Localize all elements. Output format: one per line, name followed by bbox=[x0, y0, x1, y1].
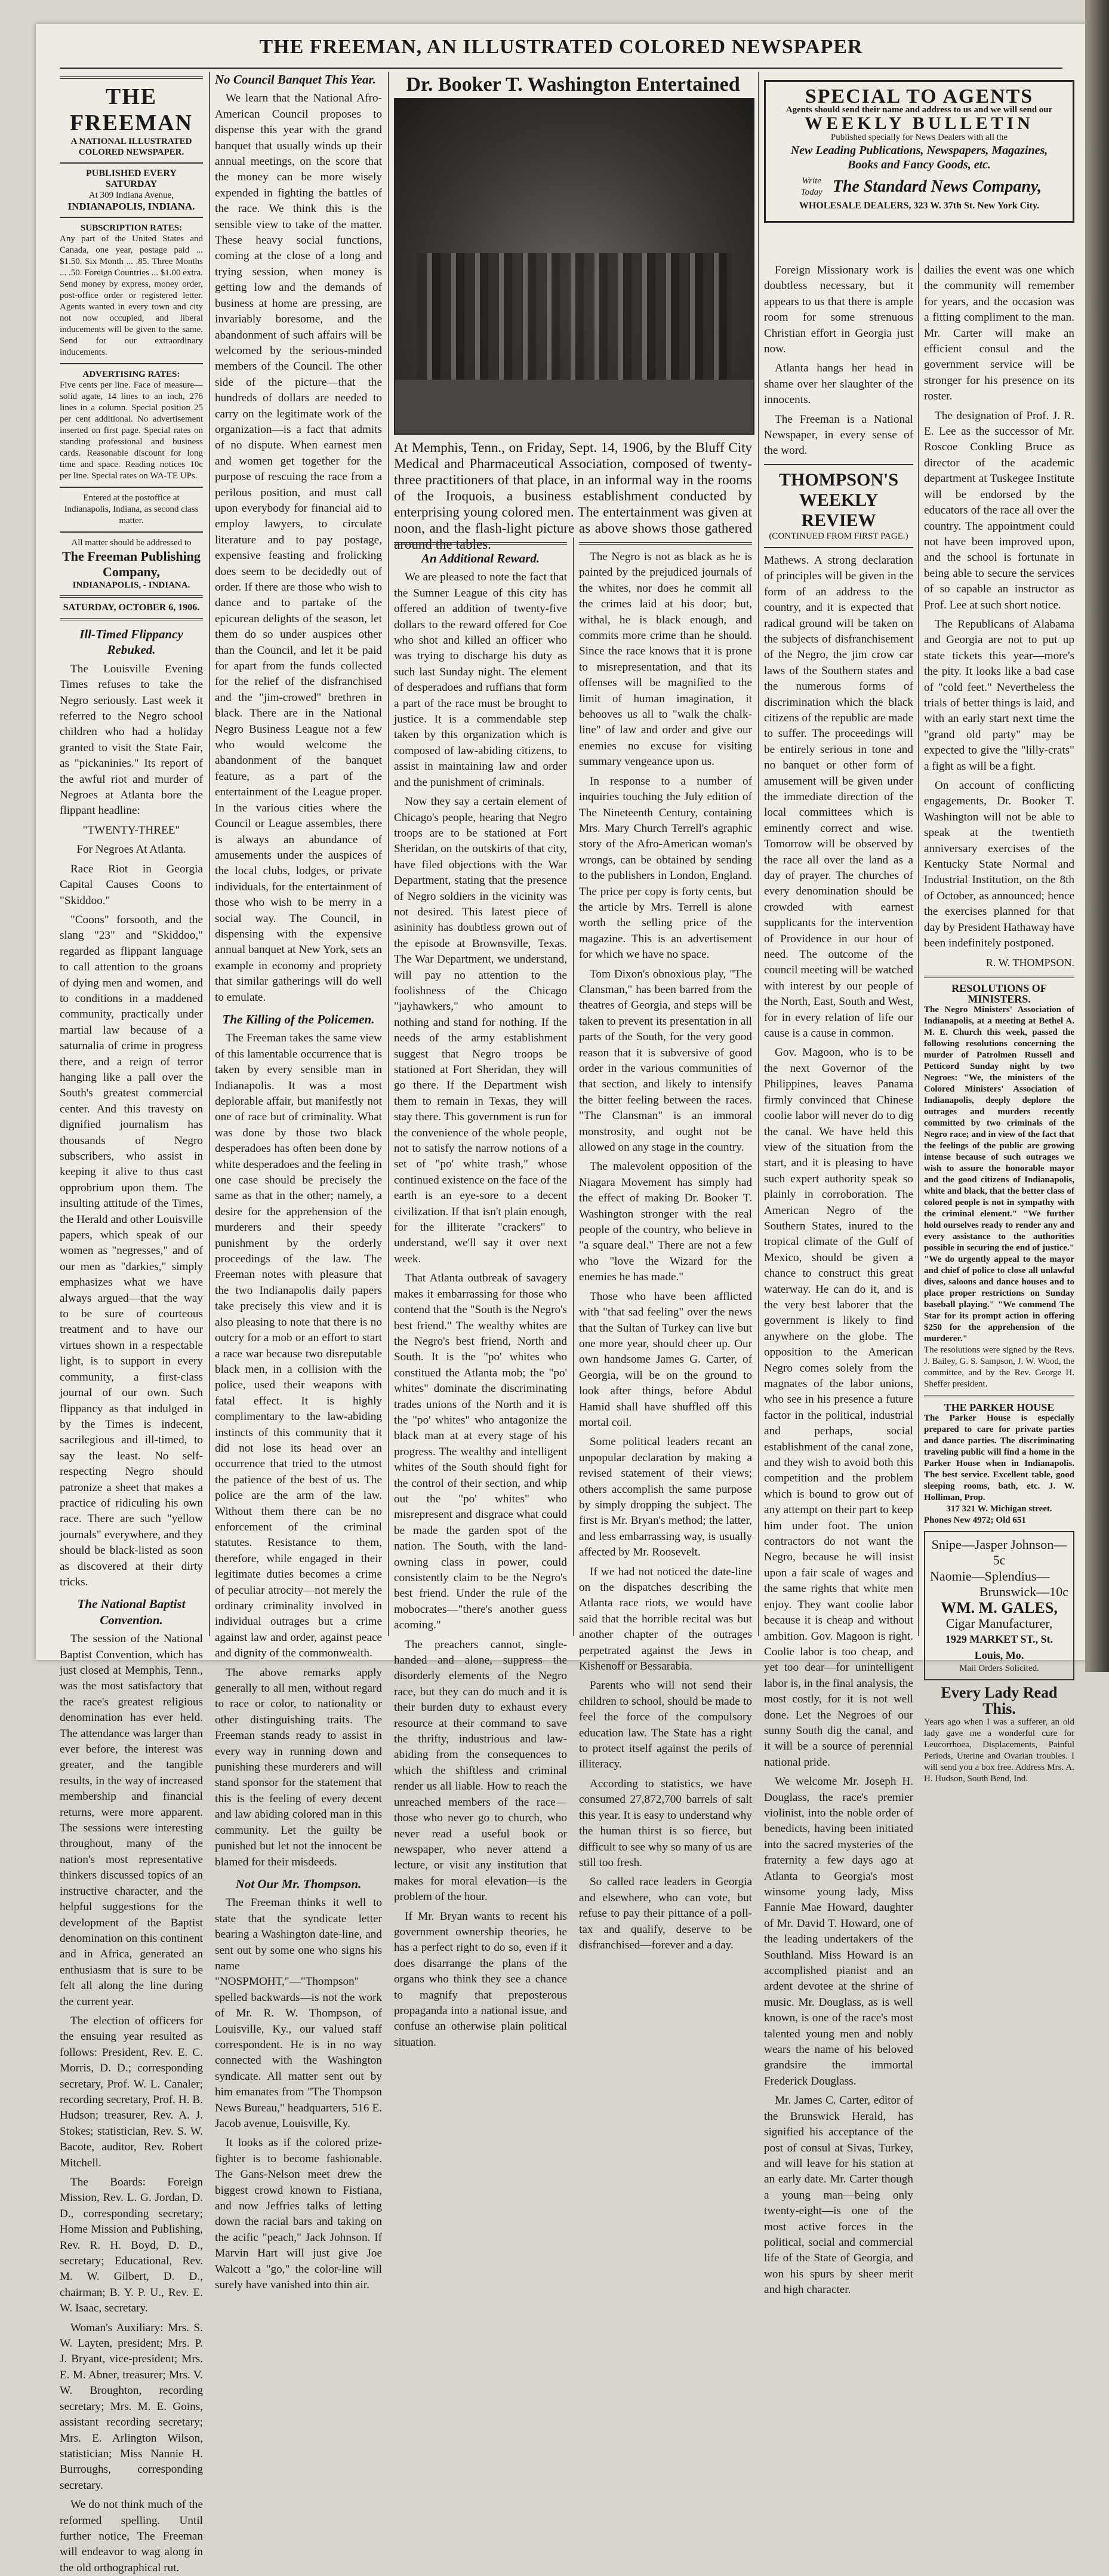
ad-line: New Leading Publications, Newspapers, Magazines, Books and Fancy Goods, etc. bbox=[790, 143, 1048, 171]
article-paragraph: The Boards: Foreign Mission, Rev. L. G. Jordan, D. D., corresponding secretary; Home Mission and Publishing, Rev. R. H. Boyd, D. D., secretary; Educational, Rev. M. W. Gilbert, D. D., chairman; B. Y. P. U., Rev. E. W. Isaac, secretary. bbox=[60, 2176, 203, 2315]
ad-line: Agents should send their name and address to us and we will send our bbox=[785, 105, 1053, 115]
article-paragraph: Some political leaders recant an unpopular declaration by making a revised statement of their views; others accomplish the same purpose by simply dropping the subject. The first is Mr. Bryan's method; the latter, and less embarrassing way, is usually affected by Mr. Roosevelt. bbox=[579, 1435, 752, 1559]
resolutions-signers: The resolutions were signed by the Revs. J. Bailey, G. S. Sampson, J. W. Wood, the committee, and by the Rev. George H. Sheffer president. bbox=[924, 1345, 1074, 1389]
ad-bulletin: WEEKLY BULLETIN bbox=[805, 113, 1034, 134]
resolutions-title: RESOLUTIONS OF MINISTERS. bbox=[951, 982, 1047, 1005]
divider bbox=[60, 76, 203, 79]
column-3 bbox=[394, 537, 567, 2049]
quoted-headline: "TWENTY-THREE" bbox=[82, 823, 180, 837]
subscription-heading: SUBSCRIPTION RATES: bbox=[80, 223, 183, 233]
column-rule bbox=[209, 72, 210, 1636]
ad-line: Naomie—Splendius— bbox=[930, 1568, 1050, 1584]
article-paragraph: We are pleased to note the fact that the Sumner League of this city has offered an addition of twenty-five dollars to the reward offered for Coe who shot and killed an officer who was trying to discharge his duty as such last Sunday night. The element of desperadoes and ruffians that form a part of the race must be brought to justice. It is a commendable step taken by this organization which is composed of law-abiding citizens, to assist in maintaining law and order and the punishment of criminals. bbox=[394, 571, 567, 789]
article-paragraph: The session of the National Baptist Convention, which has just closed at Memphis, Tenn., was the most satisfactory that the race's greatest religious denomination has ever held. The attendance was larger than ever before, the interest was greater, and the tangible results, in the way of increased membership and financial returns, were more apparent. The sessions were interesting throughout, many of the nation's most representative thinkers discussed topics of an instructive character, and the helpful suggestions for the development of the Baptist denomination on this continent and in Africa, generated an enthusiasm that is sure to be felt all along the line during the current year. bbox=[60, 1633, 203, 2008]
subscription-text: Any part of the United States and Canada, one year, postage paid ... $1.50. Six Month ... .85. Three Months ... .50. Foreign Countries ... $1.00 extra. Send money by express, money order, post-office order or registered letter. Agents wanted in every town and city not now occupied, and liberal inducements will be given to the same. Send for our extraordinary inducements. bbox=[60, 234, 203, 357]
entered-notice: Entered at the postoffice at Indianapolis, Indiana, as second class matter. bbox=[64, 493, 199, 525]
article-paragraph: The Freeman takes the same view of this lamentable occurrence that is taken by every sensible man in Indianapolis. It was a most deplorable affair, but manifestly not one of race but of criminality. What was done by those two black desperadoes has often been done by white desperadoes and the feeling in one case should be precisely the same as that in the other; namely, a desire for the apprehension of the murderers and their speedy punishment by the orderly proceedings of the law. The Freeman notes with pleasure that the two Indianapolis daily papers take precisely this view and it is also pleasing to note that there is no outcry for a mob or an effort to start a race war because two disreputable black men, in a collision with the police, used their weapons with fatal effect. It is highly complimentary to the law-abiding instincts of this community that it did not lose its head over an occurrence that tried to the utmost the patience of the best of us. The police are the arm of the law. Without them there can be no enforcement of the criminal statutes. Resistance to them, therefore, while engaged in their legitimate duties becomes a crime of peculiar atrocity—not merely the ordinary criminality involved in individual outrages but a crime against law and order, against peace and dignity of the commonwealth. bbox=[215, 1032, 382, 1660]
article-heading: The Killing of the Policemen. bbox=[222, 1012, 375, 1026]
issue-date: SATURDAY, OCTOBER 6, 1906. bbox=[63, 602, 200, 613]
article-paragraph: dailies the event was one which the community will remember for years, and the occasion was a fitting compliment to the man. Mr. Carter will make an efficient consul and the government service will be stronger for his presence on its roster. bbox=[924, 264, 1074, 403]
column-6 bbox=[924, 263, 1074, 1784]
review-continued: (CONTINUED FROM FIRST PAGE.) bbox=[769, 531, 908, 541]
divider bbox=[924, 976, 1074, 978]
article-paragraph: "Coons" forsooth, and the slang "23" and "Skiddoo," regarded as flippant language to call attention to the groans of dying men and women, and to conditions in a maddened community, practically under martial law because of a saturnalia of crime in progress there, and a reign of terror hanging like a pall over the South's greatest commercial center. And this travesty on dignified journalism has thousands of Negro subscribers, who assist in keeping it alive to thus cast opprobrium upon them. The insulting attitude of the Times, the Herald and other Louisville papers, which speak of our women as "negresses," and of our men as "darkies," simply emphasizes what we have always argued—that the way to be sure of courteous treatment and to have our virtues shown in a respectable light, is to support in every community, a first-class journal of our own. Such flippancy as that indulged in by the Times is indecent, sacrilegious and ill-timed, to say the least. No self-respecting Negro should patronize a sheet that makes a practice of ridiculing his own race. There are such "yellow journals" everywhere, and they should be black-listed as soon as discovered at their dirty tricks. bbox=[60, 913, 203, 1588]
article-paragraph: If we had not noticed the date-line on the dispatches describing the Atlanta race riots, we would have said that the horrible recital was but another chapter of the outrages perpetrated against the Jews in Kishenoff or Bessarabia. bbox=[579, 1565, 752, 1673]
ad-company: The Standard News Company, bbox=[832, 177, 1042, 196]
advertising-text: Five cents per line. Face of measure—solid agate, 14 lines to an inch, 276 lines in a column. Special position 25 per cent additional. No advertisement inserted on first page. Special rates on standing professional and business cards. Reasonable discount for long time and space. Reading notices 10c per line. Special rates on WA-TE UPs. bbox=[60, 380, 203, 481]
masthead: THE FREEMAN, AN ILLUSTRATED COLORED NEWSPAPER bbox=[259, 36, 863, 58]
column-rule bbox=[758, 72, 759, 1636]
parker-house-address: 317 321 W. Michigan street. bbox=[946, 1504, 1052, 1514]
column-rule bbox=[918, 263, 919, 1636]
ad-title: SPECIAL TO AGENTS bbox=[805, 85, 1034, 107]
every-lady-title: Every Lady Read This. bbox=[941, 1684, 1058, 1717]
divider bbox=[394, 542, 567, 545]
article-paragraph: Gov. Magoon, who is to be the next Governor of the Philippines, leaves Panama firmly convinced that Chinese coolie labor will never do to dig the canal. We have held this view of the situation from the start, and it is pleasing to have such expert authority speak so plainly in corroboration. The American Negro of the Southern States, inured to the tropical climate of the Gulf of Mexico, should be given a chance to construct this great waterway. He can do it, and is the very best laborer that the government is likely to find anywhere on the globe. The opposition to the American Negro comes solely from the magnates of the labor unions, who see in his presence a future factor in the political, industrial and perhaps, social establishment of the canal zone, and they wish to avoid both this competition and the problem which is bound to grow out of any attempt on their part to keep him under foot. The union contractors do not want the Negro, because he will insist upon a fair scale of wages and the same rights that white men enjoy. They want coolie labor because it is cheap and without ambition. Gov. Magoon is right. Coolie labor is too cheap, and yet too dear—for unintelligent labor is, in the final analysis, the most costly, for it is not well done. Let the Negroes of our sunny South dig the canal, and it will be a source of perennial national pride. bbox=[764, 1046, 913, 1769]
parker-house-phone: Phones New 4972; Old 651 bbox=[924, 1515, 1026, 1525]
article-paragraph: It looks as if the colored prize-fighter is to become fashionable. The Gans-Nelson meet drew the biggest crowd known to Fistiana, and now Jeffries talks of letting down the racial bars and taking on the acific "peach," Jack Johnson. If Marvin Hart will just give Joe Walcott a "go," the color-line will surely have vanished into thin air. bbox=[215, 2137, 382, 2292]
cigar-ad bbox=[924, 1531, 1074, 1680]
article-paragraph: That Atlanta outbreak of savagery makes it embarrassing for those who contend that the "South is the Negro's best friend." The wealthy whites are the Negro's best friend, North and South. It is the "po' whites who constitued the Atlanta mob; the "po' whites" dominate the discriminating trades unions of the North and it is the "po' whites" who antagonize the black man at at every stage of his progress. The wealthy and intelligent whites of the South should fight for the control of their section, and whip out the "po' whites" who misrepresent and disgrace what could be made the garden spot of the nation. The South, with the land-owning class in power, could consistently claim to be the Negro's best friend. Under the rule of the mobocrates—"there's another guess acoming." bbox=[394, 1272, 567, 1632]
article-paragraph: According to statistics, we have consumed 27,872,700 barrels of salt this year. It is easy to understand why the human thirst is so fierce, but difficult to see why so many of us are still too fresh. bbox=[579, 1777, 752, 1869]
ad-address: WHOLESALE DEALERS, 323 W. 37th St. New York City. bbox=[799, 200, 1040, 211]
divider bbox=[579, 542, 752, 545]
divider bbox=[60, 618, 203, 620]
photo-caption: At Memphis, Tenn., on Friday, Sept. 14, 1906, by the Bluff City Medical and Pharmaceutical Association, composed of twenty-three practitioners of that place, in an informal way in the rooms of the Iroquois, a business establishment conducted by enterprising young colored men. The entertainment was given at noon, and the flash-light picture as above shows those gathered around the tables. bbox=[394, 440, 752, 552]
signature: R. W. THOMPSON. bbox=[985, 957, 1074, 969]
column-rule bbox=[573, 537, 574, 1636]
article-heading: The National Baptist Convention. bbox=[77, 1597, 186, 1627]
article-paragraph: Foreign Missionary work is doubtless necessary, but it appears to us that there is ample room for some strenuous Christian effort in Georgia just now. bbox=[764, 264, 913, 356]
article-paragraph: The Freeman thinks it well to state that the syndicate letter bearing a Washington date-line, and sent out by some one who signs his name "NOSPMOHT,"—"Thompson" spelled backwards—is not the work of Mr. R. W. Thompson, of Louisville, Ky., our valued staff correspondent. He is in no way connected with the Washington syndicate. All matter sent out by him emanates from "The Thompson News Bureau," headquarters, 516 E. Jacob avenue, Louisville, Ky. bbox=[215, 1896, 382, 2130]
article-paragraph: Now they say a certain element of Chicago's people, hearing that Negro troops are to be stationed at Fort Sheridan, on the outskirts of that city, have filed objections with the War Department, stating that the presence of Negro soldiers in the vicinity was not desired. This latest piece of asininity has doubtless grown out of the episode at Brownsville, Texas. The War Department, we understand, will pay no attention to the foolishness of the Chicago "jayhawkers," who amount to nothing and stand for nothing. If the needs of the army establishment suggest that Negro troops be stationed at Fort Sheridan, they will go there. If the Department wish them to remain in Texas, they will stay there. This government is run for the convenience of the whole people, not to satisfy the narrow notions of a set of "po' white trash," whose continued existence on the face of the earth is an eye-sore to a decent civilization. If that isn't plain enough, for the illiterate "crackers" to understand, we'll say it over next week. bbox=[394, 795, 567, 1265]
masthead-rule bbox=[60, 67, 1062, 69]
article-paragraph: We welcome Mr. Joseph H. Douglass, the race's premier violinist, into the noble order of benedicts, having been initiated into the sacred mysteries of the fraternity a few days ago at Atlanta to Georgia's most winsome young lady, Miss Fannie Mae Howard, daughter of Mr. David T. Howard, one of the leading undertakers of the Southland. Miss Howard is an accomplished pianist and an ardent devotee at the shrine of music. Mr. Douglass, as is well known, is one of the race's most talented young men and nobly wears the name of his beloved grandsire the immortal Frederick Douglass. bbox=[764, 1775, 913, 2088]
article-paragraph: Mathews. A strong declaration of principles will be given in the form of an address to the country, and it is expected that radical ground will be taken on the subjects of disfranchisement of the Negro, the jim crow car laws of the Southern states and the numerous forms of discrimination which the black citizens of the republic are made to suffer. The proceedings will be entirely serious in tone and no banquet or other form of amusement will be given under the immediate direction of the local committees which is eminently correct and wise. Tomorrow will be observed by the race all over the land as a day of prayer. The churches of every denomination should be crowded with earnest supplicants for the intervention of Providence in our hour of need. The outcome of the council meeting will be watched with interest by our people of the North, East, South and West, for in every relation of life our cause is a cause in common. bbox=[764, 554, 913, 1040]
special-agents-ad bbox=[764, 80, 1074, 223]
article-paragraph: We do not think much of the reformed spelling. Until further notice, The Freeman will endeavor to wag along in the old orthographical rut. bbox=[60, 2498, 203, 2574]
column-1 bbox=[60, 72, 203, 2574]
feature-photo-block bbox=[394, 72, 752, 552]
ad-write-today: Write Today bbox=[800, 176, 822, 197]
divider bbox=[60, 487, 203, 488]
ad-line: Mail Orders Solicited. bbox=[959, 1664, 1039, 1674]
article-paragraph: Atlanta hangs her head in shame over her slaughter of the innocents. bbox=[764, 362, 913, 407]
ad-line: Cigar Manufacturer, bbox=[945, 1615, 1053, 1631]
paper-subtitle: A NATIONAL ILLUSTRATED bbox=[70, 137, 192, 146]
company-name: The Freeman Publishing Company, bbox=[62, 549, 201, 579]
article-paragraph: Mr. James C. Carter, editor of the Brunswick Herald, has signified his acceptance of the post of consul at Sivas, Turkey, and will leave for his station at an early date. Mr. Carter though a young man—being only twenty-eight—is one of the most active forces in the political, social and commercial life of the State of Georgia, and won his spurs by sheer merit and high character. bbox=[764, 2094, 913, 2297]
article-paragraph: The election of officers for the ensuing year resulted as follows: President, Rev. E. C. Morris, D. D.; corresponding secretary, Prof. W. L. Canaler; recording secretary, Prof. H. B. Hudson; treasurer, Rev. A. J. Stokes; statistician, Rev. S. W. Bacote, auditor, Rev. Robert Mitchell. bbox=[60, 2014, 203, 2169]
ad-name: WM. M. GALES, bbox=[941, 1599, 1058, 1616]
article-heading: Not Our Mr. Thompson. bbox=[235, 1876, 362, 1891]
feature-title: Dr. Booker T. Washington Entertained bbox=[406, 73, 740, 96]
article-paragraph: On account of conflicting engagements, Dr. Booker T. Washington will not be able to speak at the twentieth anniversary exercises of the Kentucky State Normal and Industrial Institution, on the 8th of October, as announced; hence the exercises planned for that day by President Hathaway have been indefinitely postponed. bbox=[924, 779, 1074, 950]
divider bbox=[60, 363, 203, 364]
company-city: INDIANAPOLIS, - INDIANA. bbox=[72, 580, 190, 590]
article-paragraph: Parents who will not send their children to school, should be made to feel the force of the compulsory education law. The State has a right to protect itself against the perils of illiteracy. bbox=[579, 1679, 752, 1771]
article-heading: Ill-Timed Flippancy Rebuked. bbox=[79, 627, 183, 657]
divider bbox=[764, 547, 913, 548]
article-paragraph: Those who have been afflicted with "that sad feeling" over the news that the Sultan of Turkey can live but one more year, should cheer up. Our own handsome James G. Carter, of Georgia, will be on the ground to look after things, before Abdul Hamid shall have shuffled off this mortal coil. bbox=[579, 1290, 752, 1429]
photo-crowd bbox=[417, 253, 732, 387]
column-rule bbox=[388, 72, 389, 1636]
quoted-headline: For Negroes At Atlanta. bbox=[76, 843, 186, 856]
parker-house-title: THE PARKER HOUSE bbox=[944, 1401, 1055, 1413]
article-paragraph: The above remarks apply generally to all men, without regard to race or color, to nationality or other distinguishing traits. The Freeman stands ready to assist in every way in running down and punishing these murderers and will stand sponsor for the statement that this is the feeling of every decent and law abiding colored man in this community. Let the guilty be punished but let not the innocent be blamed for their misdeeds. bbox=[215, 1666, 382, 1868]
publication-address: At 309 Indiana Avenue, bbox=[88, 190, 174, 200]
review-title: THOMPSON'S WEEKLY REVIEW bbox=[778, 469, 899, 530]
photo-floor bbox=[395, 380, 753, 434]
article-paragraph: The preachers cannot, single-handed and alone, suppress the disorderly elements of the Negro race, but they can do much and it is their burden duty to exhaust every resource at their command to save the thrifty, industrious and law-abiding from the consequences to which the shiftless and criminal render us all liable. How to reach the unreached members of the race—those who never go to church, who never read a useful book or newspaper, who never attend a lecture, or visit any institution that makes for moral elevation—is the problem of the hour. bbox=[394, 1638, 567, 1904]
column-2 bbox=[215, 72, 382, 2292]
banquet-photo bbox=[394, 98, 754, 435]
article-paragraph: The Louisville Evening Times refuses to take the Negro seriously. Last week it referred to the Negro school children who had a holiday granted to visit the State Fair, as "pickaninies." Its report of the awful riot and murder of Negroes at Atlanta bore the flippant headline: bbox=[60, 662, 203, 817]
article-paragraph: If Mr. Bryan wants to recent his government ownership theories, he has a perfect right to do so, even if it does disarrange the plans of the organs who think they see a chance to magnify that preposterous propaganda into a national issue, and confuse an otherwise plain political situation. bbox=[394, 1910, 567, 2049]
newspaper-page bbox=[36, 24, 1086, 2574]
article-paragraph: Woman's Auxiliary: Mrs. S. W. Layten, president; Mrs. P. J. Bryant, vice-president; Mrs. E. M. Abner, treasurer; Mrs. V. W. Broughton, recording secretary; Mrs. M. E. Goins, assistant recording secretary; Mrs. E. Arlington Wilson, statistician; Miss Nannie H. Burroughs, corresponding secretary. bbox=[60, 2321, 203, 2492]
article-paragraph: We learn that the National Afro-American Council proposes to dispense this year with the grand banquet that usually winds up their annual meetings, on the score that the money can be more wisely expended in fighting the battles of the race. We think this is the sensible view to take of the matter. These heavy social functions, coming at the close of a long and trying session, when money is getting low and the demands of business at home are pressing, are invariably boresome, and the abandonment of such affairs will be welcomed by the serious-minded members of the Council. The other side of the picture—that the hundreds of dollars are needed to carry on the legitimate work of the organization—is a fact that admits of no dispute. When earnest men and women get together for the purpose of rescuing the race from a perilous position, and must call upon everybody for financial aid to employ lawyers, to circulate literature and to pay postage, expensive feasting and frolicking does seem to be decidedly out of order. If there are those who wish to dance and to partake of the epicurean delights of the season, let them do so under auspices other than the Council, and let it be paid for apart from the funds collected for the relief of the disfranchised and the "jim-crowed" brethren in black. There are in the National Negro Business League not a few who would welcome the abandonment of the banquet feature, as a part of the entertainment of the League proper. In the various cities where the Council or League assembles, there is always an abundance of amusements under the auspices of the local clubs, lodges, or private individuals, for the entertainment of those who wish to be merry in a social way. The Council, in dispensing with the expensive annual banquet at New York, sets an example in economy and propriety that similar gatherings will do well to emulate. bbox=[215, 92, 382, 1004]
ad-line: Brunswick—10c bbox=[979, 1584, 1068, 1600]
ad-line: Snipe—Jasper Johnson—5c bbox=[931, 1536, 1067, 1568]
special-agents-block bbox=[764, 72, 1074, 251]
article-paragraph: The Republicans of Alabama and Georgia are not to put up state tickets this year—more's the pity. It looks like a bad case of "cold feet." Nevertheless the trials of better things is laid, and with an early start next time the "grand old party" may be expected to give the "lilly-crats" a fight as will be a fight. bbox=[924, 617, 1074, 773]
divider bbox=[764, 464, 913, 465]
article-paragraph: The Negro is not as black as he is painted by the prejudiced journals of the whites, nor does he commit all the crimes laid at his door; but, withal, he is black enough, and commits more crime than he should. Since the race knows that it is prone to misrepresentation, and that its offenses will be magnified to the limit of human imagination, it behooves us all to "walk the chalk-line" of law and order and give our enemies no excuse for visiting summary vengeance upon us. bbox=[579, 551, 752, 769]
article-paragraph: The malevolent opposition of the Niagara Movement has simply had the effect of making Dr. Booker T. Washington stronger with the real people of the country, who believe in "a square deal." There are not a few who "love the Wizard for the enemies he has made." bbox=[579, 1160, 752, 1284]
divider bbox=[924, 1395, 1074, 1397]
resolutions-text: The Negro Ministers' Association of Indianapolis, at a meeting at Bethel A. M. E. Church this week, passed the following resolutions concerning the murder of Patrolmen Russell and Petticord Sunday night by two Negroes: "We, the ministers of the Colored Ministers' Association of Indianapolis, deeply deplore the outrages and murders recently committed by two criminals of the Negro race; and in view of the fact that the feelings of the public are growing intense because of such outrages we wish to assure the honorable mayor and the good citizens of Indianapolis, white and black, that the better class of colored people is not in sympathy with the criminal element." "We further hold ourselves ready to render any and every assistance to the authorities possible in securing the end of justice." "We do urgently appeal to the mayor and chief of police to close all unlawful dives, saloons and dance houses and to place proper restrictions on Sunday baseball playing." "We commend The Star for its prompt action in offering $250 for the apprehension of the murderer." bbox=[924, 1004, 1074, 1344]
divider bbox=[60, 531, 203, 533]
address-notice: All matter should be addressed to bbox=[71, 538, 192, 548]
divider bbox=[60, 162, 203, 164]
advertising-heading: ADVERTISING RATES: bbox=[82, 370, 180, 379]
ad-line: Published specially for News Dealers with all the bbox=[830, 132, 1008, 142]
article-paragraph: The designation of Prof. J. R. E. Lee as the successor of Mr. Roscoe Conkling Bruce as director of the academic department at Tuskegee Institute will be endorsed by the educators of the race all over the country. The appointment could not have been improved upon, and the school is fortunate in being able to secure the services of so capable an instructor as Prof. Lee at such short notice. bbox=[924, 409, 1074, 611]
divider bbox=[60, 217, 203, 218]
quoted-headline: Race Riot in Georgia Capital Causes Coons to "Skiddoo." bbox=[60, 862, 203, 907]
article-paragraph: The Freeman is a National Newspaper, in every sense of the word. bbox=[764, 413, 913, 457]
article-paragraph: In response to a number of inquiries touching the July edition of The Nineteenth Century, containing Mrs. Mary Church Terrell's agraphic story of the Afro-American woman's wrongs, can be obtained by sending to the publishers in London, England. The price per copy is forty cents, but the article by Mrs. Terrell is alone worth the selling price of the magazine. This is an advertisement for which we have no space. bbox=[579, 774, 752, 961]
divider bbox=[60, 595, 203, 598]
paper-title: THE FREEMAN bbox=[69, 84, 193, 136]
every-lady-text: Years ago when I was a sufferer, an old lady gave me a wonderful cure for Leucorrhoea, Displacements, Painful Periods, Uterine and Ovarian troubles. I will send you a box free. Address Mrs. A. H. Hudson, South Bend, Ind. bbox=[924, 1717, 1074, 1784]
article-heading: An Additional Reward. bbox=[421, 551, 540, 565]
parker-house-text: The Parker House is especially prepared to care for private parties and dance parties. The discriminating traveling public will find a home in the Parker House when in Indianapolis. The best service. Excellent table, good sleeping rooms, bath, etc. J. W. Holliman, Prop. bbox=[924, 1413, 1074, 1502]
column-4 bbox=[579, 537, 752, 1951]
ad-line: 1929 MARKET ST., St. Louis, Mo. bbox=[945, 1633, 1053, 1661]
article-paragraph: Tom Dixon's obnoxious play, "The Clansman," has been barred from the theatres of Georgia, and steps will be taken to prevent its presentation in all parts of the South, for the very good reason that it is subversive of good order in the various communities of that section, and likely to intensify the bitter feeling between the races. "The Clansman" is an immoral monstrosity, and ought not be allowed on any stage in the country. bbox=[579, 967, 752, 1154]
article-heading: No Council Banquet This Year. bbox=[215, 72, 376, 87]
paper-subtitle-2: COLORED NEWSPAPER. bbox=[78, 147, 184, 157]
column-5 bbox=[764, 263, 913, 2297]
publication-line: PUBLISHED EVERY SATURDAY bbox=[86, 168, 177, 189]
page-edge bbox=[1085, 0, 1109, 1672]
article-paragraph: So called race leaders in Georgia and elsewhere, who can vote, but refuse to pay their pittance of a poll-tax and qualify, deserve to be disfranchised—forever and a day. bbox=[579, 1876, 752, 1951]
publication-city: INDIANAPOLIS, INDIANA. bbox=[67, 201, 195, 212]
